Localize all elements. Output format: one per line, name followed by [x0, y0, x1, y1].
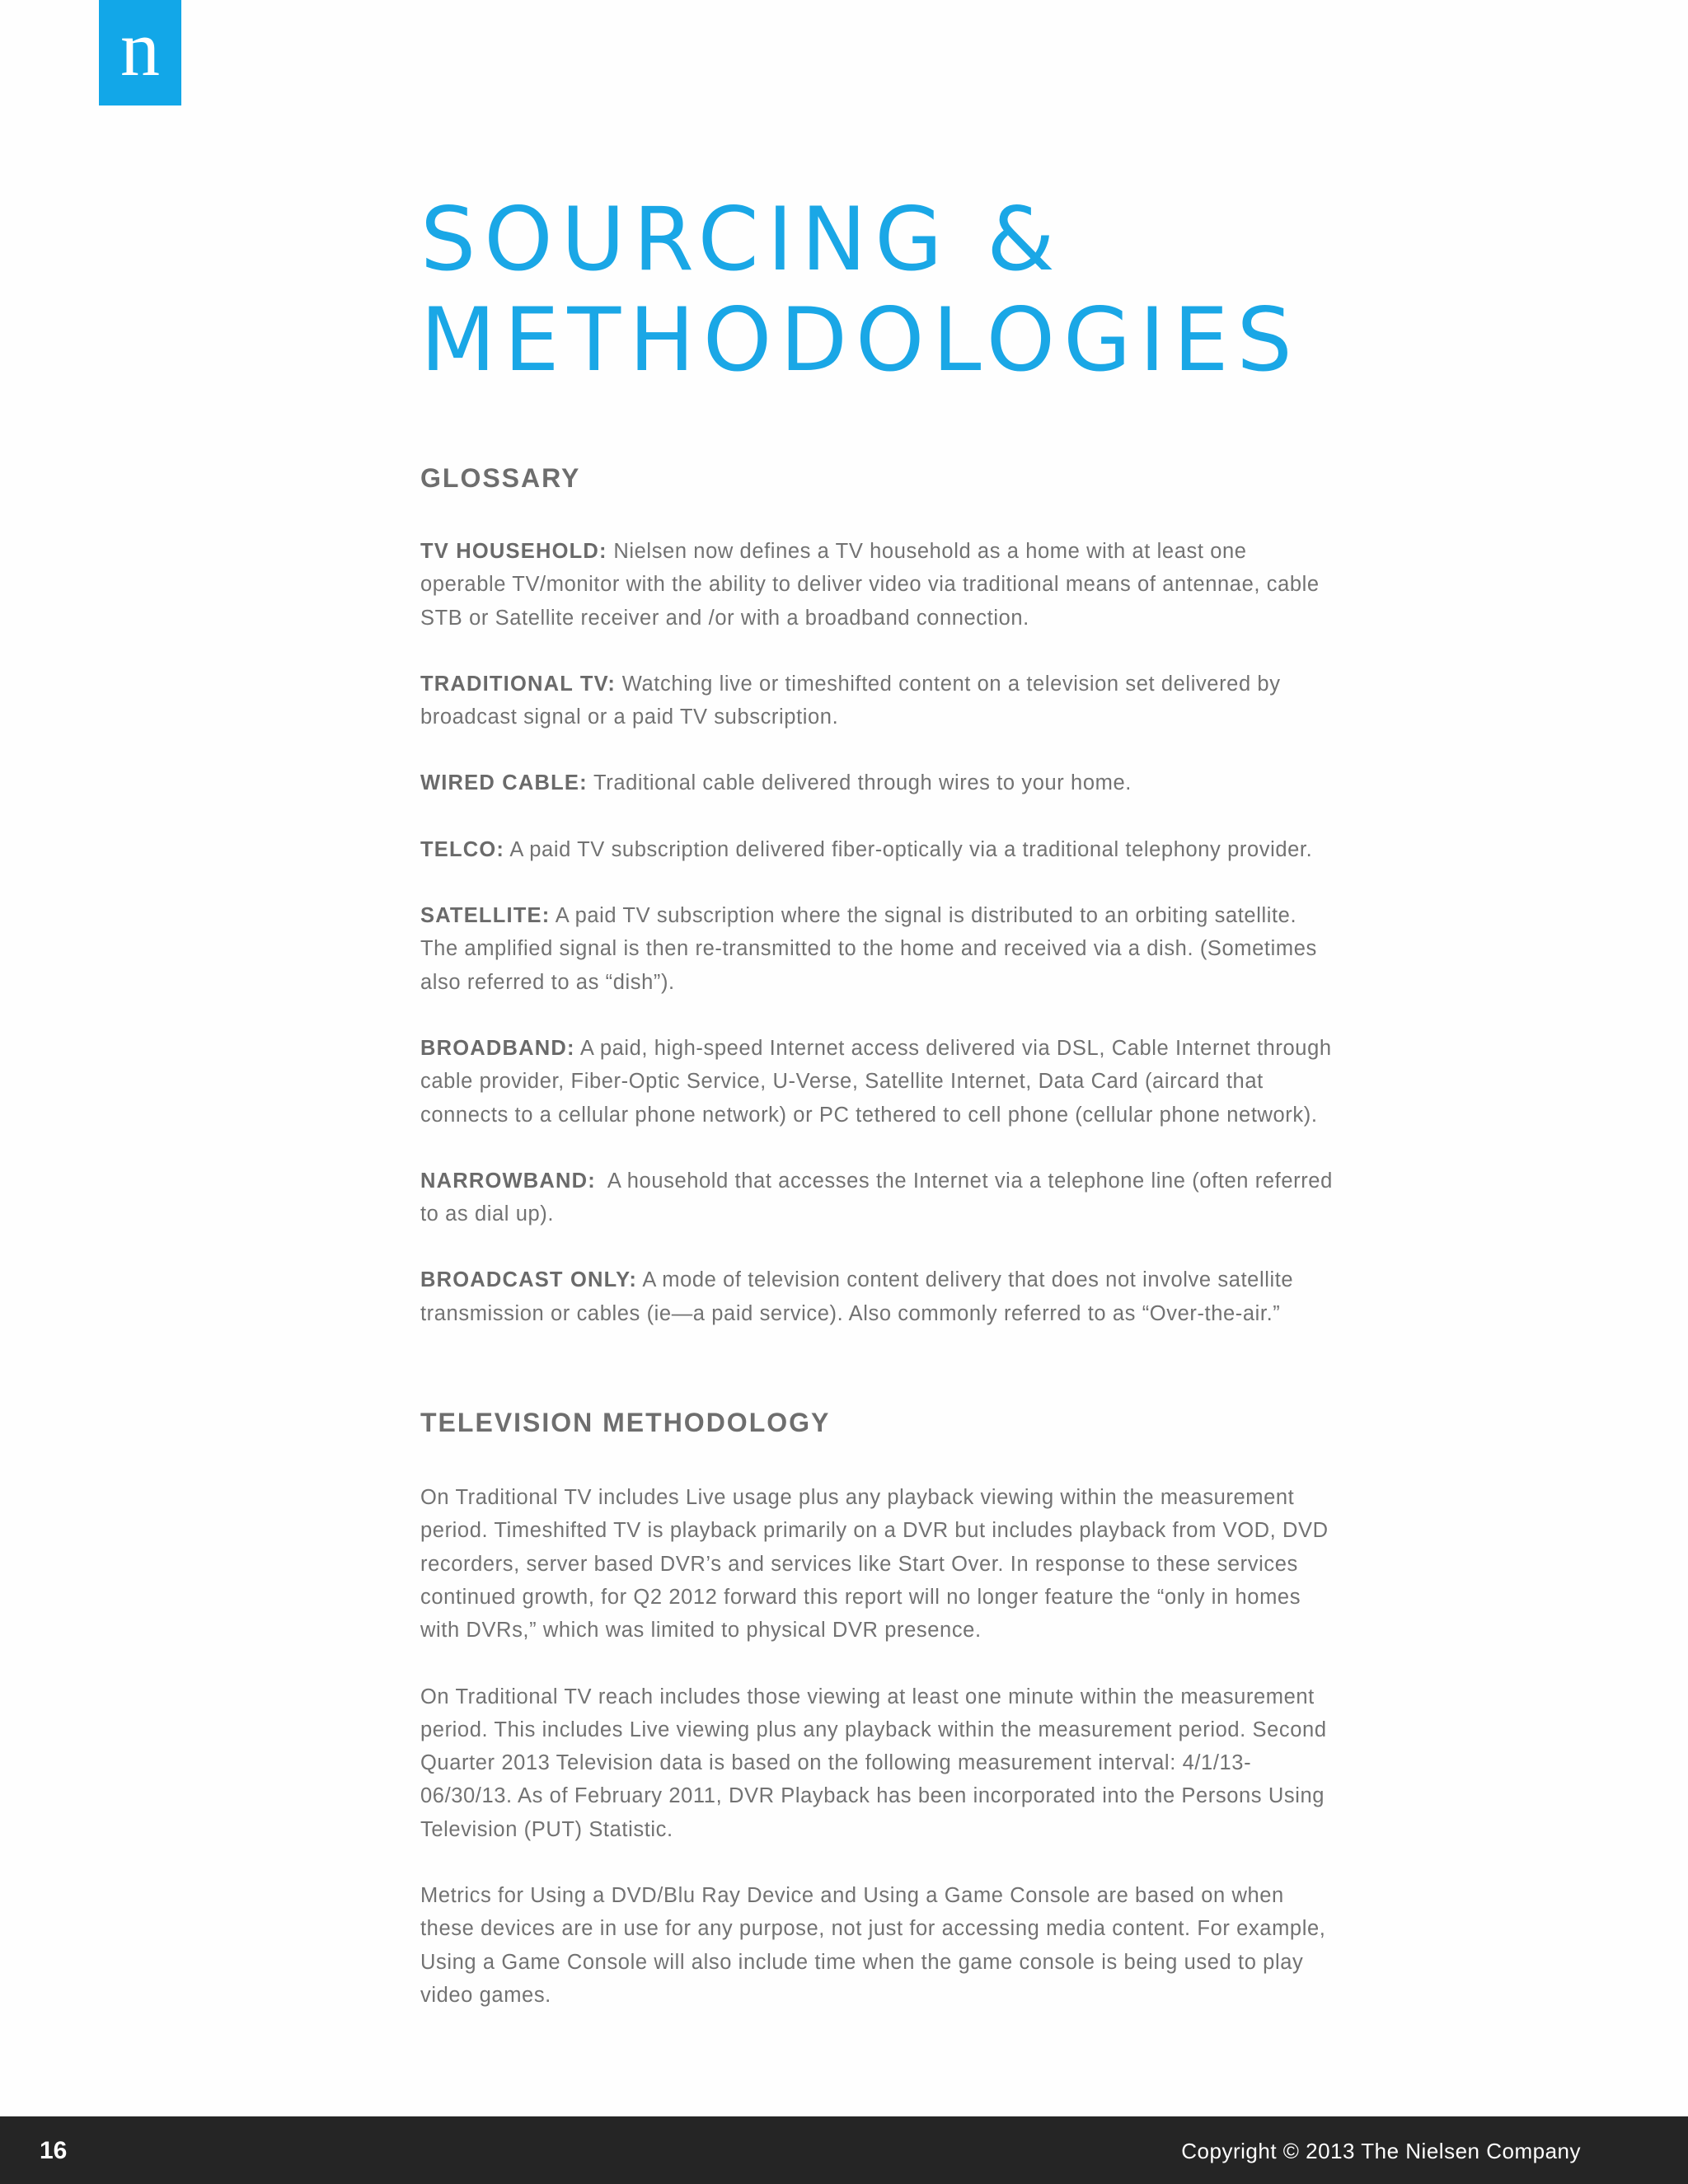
- glossary-entry-broadband: [420, 1032, 1335, 1132]
- glossary-definition: Watching live or timeshifted content on a television set delivered by broadcast signal or a paid TV subscription.: [420, 672, 1281, 729]
- glossary-definition: Nielsen now defines a TV household as a home with at least one operable TV/monitor with the ability to deliver video via traditional means of antennae, cable STB or Satellite receiver and /or with a broadband connection.: [420, 540, 1320, 630]
- glossary-entry-broadcast-only: [420, 1263, 1335, 1330]
- television-methodology-heading: TELEVISION METHODOLOGY: [420, 1408, 831, 1438]
- glossary-definition: A paid TV subscription where the signal is distributed to an orbiting satellite. The amplified signal is then re-transmitted to the home and received via a dish. (Sometimes also referred to as “dish”).: [420, 904, 1317, 994]
- glossary-term: BROADBAND:: [420, 1036, 575, 1060]
- glossary-definition: A household that accesses the Internet via a telephone line (often referred to as dial up).: [420, 1169, 1339, 1226]
- main-content: [420, 189, 1339, 2045]
- glossary-term: NARROWBAND:: [420, 1169, 596, 1193]
- glossary-term: TRADITIONAL TV:: [420, 672, 617, 696]
- glossary-definition: A paid TV subscription delivered fiber-optically via a traditional telephony provider.: [504, 837, 1313, 861]
- television-methodology-body: [420, 1481, 1335, 2012]
- glossary-term: WIRED CABLE:: [420, 771, 588, 795]
- page-footer: [0, 2116, 1688, 2184]
- glossary-definition: Traditional cable delivered through wires to your home.: [587, 771, 1132, 795]
- methodology-paragraph: On Traditional TV includes Live usage plus any playback viewing within the measurement period. Timeshifted TV is playback primarily on a DVR but includes playback from VOD, DVD recorders, server based DVR’s and services like Start Over. In response to these services continued growth, for Q2 2012 forward this report will no longer feature the “only in homes with DVRs,” which was limited to physical DVR presence.: [420, 1486, 1329, 1643]
- glossary-list: [420, 535, 1339, 1330]
- page-title-line-2: METHODOLOGIES: [420, 289, 1301, 391]
- glossary-entry-telco: [420, 833, 1335, 866]
- glossary-term: TELCO:: [420, 837, 505, 861]
- glossary-entry-narrowband: [420, 1165, 1339, 1231]
- methodology-paragraph: Metrics for Using a DVD/Blu Ray Device and Using a Game Console are based on when these devices are in use for any purpose, not just for accessing media content. For example, Using a Game Console will also include time when the game console is being used to play video games.: [420, 1884, 1326, 2007]
- glossary-entry-tv-household: [420, 535, 1335, 635]
- glossary-entry-traditional-tv: [420, 668, 1335, 734]
- glossary-entry-wired-cable: [420, 766, 1335, 799]
- page-title-line-1: SOURCING &: [420, 189, 1063, 290]
- glossary-term: BROADCAST ONLY:: [420, 1268, 638, 1292]
- page-number: 16: [40, 2137, 68, 2164]
- copyright-notice: Copyright © 2013 The Nielsen Company: [1181, 2139, 1581, 2163]
- glossary-term: TV HOUSEHOLD:: [420, 540, 607, 563]
- glossary-term: SATELLITE:: [420, 904, 551, 928]
- nielsen-logo-glyph: n: [120, 4, 160, 92]
- glossary-entry-satellite: [420, 899, 1335, 999]
- glossary-heading: GLOSSARY: [420, 463, 581, 493]
- glossary-definition: A paid, high-speed Internet access delivered via DSL, Cable Internet through cable provider, Fiber-Optic Service, U-Verse, Satellite Internet, Data Card (aircard that connects to a cellular phone network) or PC tethered to cell phone (cellular phone network).: [420, 1036, 1332, 1127]
- glossary-definition: A mode of television content delivery that does not involve satellite transmission or cables (ie—a paid service). Also commonly referred to as “Over-the-air.”: [420, 1268, 1294, 1325]
- page-title: [420, 190, 1335, 391]
- methodology-paragraph: On Traditional TV reach includes those viewing at least one minute within the measurement period. This includes Live viewing plus any playback within the measurement period. Second Quarter 2013 Television data is based on the following measurement interval: 4/1/13-06/30/13. As of February 2011, DVR Playback has been incorporated into the Persons Using Television (PUT) Statistic.: [420, 1685, 1327, 1841]
- nielsen-logo: [99, 0, 181, 105]
